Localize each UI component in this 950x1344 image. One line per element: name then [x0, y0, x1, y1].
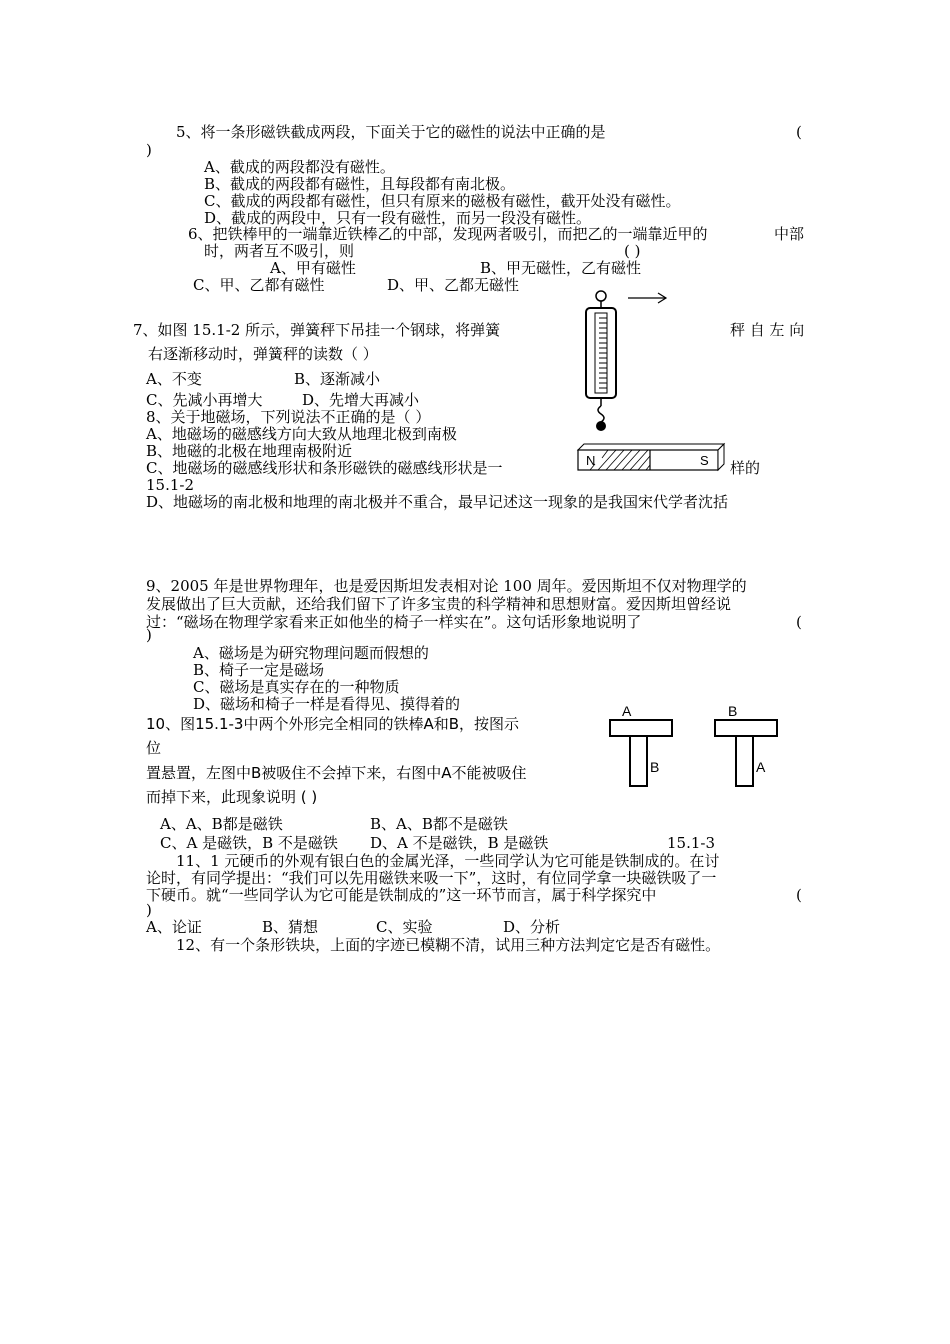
- left-arrangement: [610, 703, 672, 786]
- q8-option-c: C、地磁场的磁感线形状和条形磁铁的磁感线形状是一: [146, 459, 503, 477]
- q9-paren-open: (: [796, 613, 802, 631]
- q10-option-b: B、A、B都不是磁铁: [370, 815, 508, 833]
- q10-line1: 10、图15.1-3中两个外形完全相同的铁棒A和B，按图示: [146, 715, 519, 733]
- q11-option-b: B、猜想: [262, 918, 319, 936]
- q11-paren-open: (: [796, 886, 802, 904]
- q6-option-d: D、甲、乙都无磁性: [387, 276, 520, 294]
- left-bottom-bar-label: B: [650, 759, 660, 775]
- q9-option-a: A、磁场是为研究物理问题而假想的: [193, 644, 429, 662]
- bar-magnet: [578, 444, 724, 470]
- q6-stem-line1-end: 中部: [774, 225, 805, 243]
- q8-option-a: A、地磁场的磁感线方向大致从地理北极到南极: [146, 425, 457, 443]
- figure-label-15-1-3: 15.1-3: [667, 834, 716, 852]
- q5-paren-open: (: [796, 123, 802, 141]
- q6-stem-line1: 6、把铁棒甲的一端靠近铁棒乙的中部，发现两者吸引，而把乙的一端靠近甲的: [188, 225, 708, 243]
- q11-paren-close: ): [146, 901, 152, 919]
- q10-line4: 而掉下来，此现象说明 ( ): [146, 788, 318, 806]
- magnet-south-label: S: [700, 453, 709, 468]
- q6-option-b: B、甲无磁性，乙有磁性: [480, 259, 642, 277]
- right-bottom-bar-label: A: [756, 759, 766, 775]
- q10-option-c: C、A 是磁铁，B 不是磁铁: [160, 834, 338, 852]
- right-arrangement: [715, 703, 777, 786]
- q9-paren-close: ): [146, 626, 152, 644]
- q12-stem: 12、有一个条形铁块，上面的字迹已模糊不清，试用三种方法判定它是否有磁性。: [176, 936, 721, 954]
- q11-line1: 11、1 元硬币的外观有银白色的金属光泽，一些同学认为它可能是铁制成的。在讨: [176, 852, 720, 870]
- q7-option-b: B、逐渐减小: [294, 370, 381, 388]
- q10-line2: 位: [146, 739, 162, 757]
- q5-option-c: C、截成的两段都有磁性，但只有原来的磁极有磁性，截开处没有磁性。: [204, 192, 681, 210]
- q11-option-a: A、论证: [146, 918, 202, 936]
- q7-stem-line1-end: 秤 自 左 向: [730, 321, 805, 339]
- q9-option-d: D、磁场和椅子一样是看得见、摸得着的: [193, 695, 461, 713]
- q8-option-b: B、地磁的北极在地理南极附近: [146, 442, 353, 460]
- q7-stem-line1: 7、如图 15.1-2 所示，弹簧秤下吊挂一个钢球，将弹簧: [133, 321, 501, 339]
- q9-line3: 过：“磁场在物理学家看来正如他坐的椅子一样实在”。这句话形象地说明了: [146, 613, 642, 631]
- q10-option-a: A、A、B都是磁铁: [160, 815, 283, 833]
- q5-paren-close: ): [146, 141, 152, 159]
- left-top-bar-label: A: [622, 703, 632, 719]
- q11-option-c: C、实验: [376, 918, 433, 936]
- q5-option-b: B、截成的两段都有磁性，且每段都有南北极。: [204, 175, 516, 193]
- spring-balance-figure: [578, 286, 728, 476]
- right-top-bar-label: B: [728, 703, 738, 719]
- q9-option-b: B、椅子一定是磁场: [193, 661, 325, 679]
- q5-stem: 5、将一条形磁铁截成两段，下面关于它的磁性的说法中正确的是: [176, 123, 606, 141]
- q10-option-d: D、A 不是磁铁，B 是磁铁: [370, 834, 549, 852]
- figure-label-15-1-2: 15.1-2: [146, 476, 195, 494]
- q6-option-a: A、甲有磁性: [270, 259, 356, 277]
- q8-stem: 8、关于地磁场，下列说法不正确的是（ ）: [146, 408, 431, 426]
- magnet-north-label: N: [586, 453, 596, 468]
- q9-line1: 9、2005 年是世界物理年，也是爱因斯坦发表相对论 100 周年。爱因斯坦不仅对物理学的: [146, 577, 747, 595]
- hook-ring: [596, 291, 606, 301]
- q11-line2: 论时，有同学提出：“我们可以先用磁铁来吸一下”，这时，有位同学拿一块磁铁吸了一: [146, 869, 717, 887]
- q6-stem-line2: 时，两者互不吸引，则: [204, 242, 355, 260]
- q10-line3: 置悬置，左图中B被吸住不会掉下来，右图中A不能被吸住: [146, 764, 527, 782]
- q9-line2: 发展做出了巨大贡献，还给我们留下了许多宝贵的科学精神和思想财富。爱因斯坦曾经说: [146, 595, 732, 613]
- q5-option-d: D、截成的两段中，只有一段有磁性，而另一段没有磁性。: [204, 209, 592, 227]
- q11-option-d: D、分析: [503, 918, 561, 936]
- iron-bars-figure: [600, 700, 800, 790]
- q7-option-d: D、先增大再减小: [302, 391, 420, 409]
- scale-ticks: [599, 318, 607, 388]
- q8-option-d: D、地磁场的南北极和地理的南北极并不重合，最早记述这一现象的是我国宋代学者沈括: [146, 493, 729, 511]
- q7-stem-line2: 右逐渐移动时，弹簧秤的读数（ ）: [148, 345, 378, 363]
- q11-line3: 下硬币。就“一些同学认为它可能是铁制成的”这一环节而言，属于科学探究中: [146, 886, 657, 904]
- q6-paren: ( ): [624, 242, 641, 260]
- q7-option-c: C、先减小再增大: [146, 391, 263, 409]
- q9-option-c: C、磁场是真实存在的一种物质: [193, 678, 400, 696]
- q6-option-c: C、甲、乙都有磁性: [193, 276, 325, 294]
- q8-option-c-end: 样的: [730, 459, 761, 477]
- q7-option-a: A、不变: [146, 370, 202, 388]
- steel-ball: [596, 421, 606, 431]
- q5-option-a: A、截成的两段都没有磁性。: [204, 158, 395, 176]
